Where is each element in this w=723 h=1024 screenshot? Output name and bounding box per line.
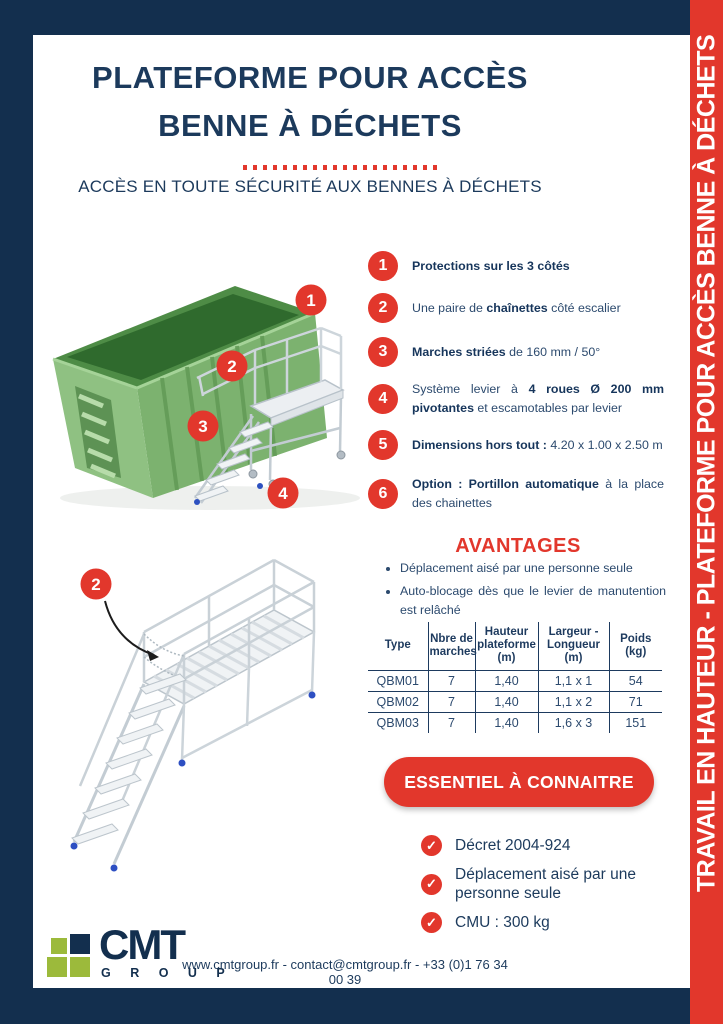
feature-number-badge: 1 [368, 251, 398, 281]
spec-table [368, 622, 662, 733]
cell-steps: 7 [428, 712, 475, 733]
callout-4 [268, 478, 299, 509]
col-header-weight: Poids (kg) [609, 622, 662, 670]
check-text: Décret 2004-924 [455, 837, 571, 854]
callout-2-detail [81, 569, 112, 600]
sidebar-vertical-text: TRAVAIL EN HAUTEUR - PLATEFORME POUR ACCÈS BENNE À DÉCHETS [692, 34, 720, 892]
advantage-item: • Déplacement aisé par une personne seule [400, 559, 666, 578]
check-text: Déplacement aisé par une personne seule [455, 866, 636, 902]
check-item [421, 865, 663, 903]
col-header-type: Type [368, 622, 428, 670]
essential-banner: ESSENTIEL À CONNAITRE [384, 757, 654, 807]
feature-text: Protections sur les 3 côtés [412, 258, 570, 273]
feature-number-badge: 3 [368, 337, 398, 367]
feature-text: Système levier à 4 roues Ø 200 mm pivotantes et escamotables par levier [412, 382, 665, 415]
cell-size: 1,6 x 3 [538, 712, 609, 733]
logo-square-green [47, 957, 67, 977]
svg-text:1: 1 [306, 291, 316, 310]
svg-text:2: 2 [91, 575, 101, 594]
callout-1 [296, 285, 327, 316]
footer-contact: www.cmtgroup.fr - contact@cmtgroup.fr - +33 (0)1 76 34 00 39 [182, 957, 508, 987]
cell-height: 1,40 [475, 691, 538, 712]
page-subtitle: ACCÈS EN TOUTE SÉCURITÉ AUX BENNES À DÉCHETS [78, 177, 542, 196]
frame-top-bar [0, 0, 690, 35]
col-header-steps: Nbre de marches [428, 622, 475, 670]
advantages-list [384, 559, 666, 624]
cell-height: 1,40 [475, 670, 538, 691]
cell-weight: 151 [625, 715, 647, 730]
check-icon: ✓ [421, 912, 442, 933]
svg-text:3: 3 [198, 417, 208, 436]
feature-item-5 [368, 430, 664, 460]
cell-steps: 7 [428, 691, 475, 712]
cell-type: QBM03 [368, 712, 428, 733]
cell-height: 1,40 [475, 712, 538, 733]
col-header-size: Largeur - Longueur (m) [538, 622, 609, 670]
page-title-line2: BENNE À DÉCHETS [158, 108, 462, 143]
cell-size: 1,1 x 2 [538, 691, 609, 712]
logo-square-navy [70, 934, 90, 954]
check-item [421, 912, 663, 933]
feature-number-badge: 2 [368, 293, 398, 323]
logo-text-cmt: CMT [99, 921, 184, 968]
check-icon: ✓ [421, 835, 442, 856]
callout-3 [188, 411, 219, 442]
advantage-item: • Auto-blocage dès que le levier de manutention est relâché [400, 582, 666, 620]
cell-weight: 71 [609, 691, 662, 712]
svg-text:2: 2 [227, 357, 237, 376]
page-title-line1: PLATEFORME POUR ACCÈS [92, 60, 528, 95]
feature-item-3 [368, 337, 664, 367]
callout-2 [217, 351, 248, 382]
feature-list [368, 236, 664, 526]
frame-bottom-bar [0, 988, 690, 1024]
cell-steps: 7 [428, 670, 475, 691]
cell-size: 1,1 x 1 [538, 670, 609, 691]
logo-text-group: G R O U P [101, 966, 233, 980]
svg-text:4: 4 [278, 484, 288, 503]
feature-item-6 [368, 475, 664, 513]
logo-square-green [51, 938, 67, 954]
feature-item-4 [368, 380, 664, 418]
check-text: CMU : 300 kg [455, 914, 550, 931]
cell-weight: 54 [609, 670, 662, 691]
feature-number-badge: 4 [368, 384, 398, 414]
cell-type: QBM02 [368, 691, 428, 712]
col-header-height: Hauteur plateforme (m) [475, 622, 538, 670]
frame-left-bar [0, 0, 33, 1024]
sidebar-strip [690, 0, 723, 1024]
page-title [55, 54, 565, 150]
advantages-title: AVANTAGES [455, 535, 581, 557]
spec-table-header-row [368, 622, 662, 670]
table-row [368, 691, 662, 712]
feature-item-2 [368, 293, 664, 323]
table-row [368, 670, 662, 691]
feature-number-badge: 6 [368, 479, 398, 509]
container-platform-illustration [45, 246, 370, 518]
cmt-logo-mark [47, 933, 90, 977]
logo-square-green [70, 957, 90, 977]
feature-text: Dimensions hors tout : 4.20 x 1.00 x 2.50 m [412, 437, 663, 452]
essential-checklist [421, 835, 663, 942]
dotted-divider [243, 165, 439, 170]
feature-number-badge: 5 [368, 430, 398, 460]
feature-text: Option : Portillon automatique à la place des chainettes [412, 477, 664, 510]
feature-text: Marches striées de 160 mm / 50° [412, 344, 601, 359]
table-row [368, 712, 662, 733]
stair-platform-illustration [58, 550, 345, 875]
cell-type: QBM01 [368, 670, 428, 691]
feature-item-1 [368, 251, 664, 281]
stair-steps [72, 674, 186, 864]
feature-text: Une paire de chaînettes côté escalier [412, 300, 621, 315]
check-item [421, 835, 663, 856]
check-icon: ✓ [421, 874, 442, 895]
